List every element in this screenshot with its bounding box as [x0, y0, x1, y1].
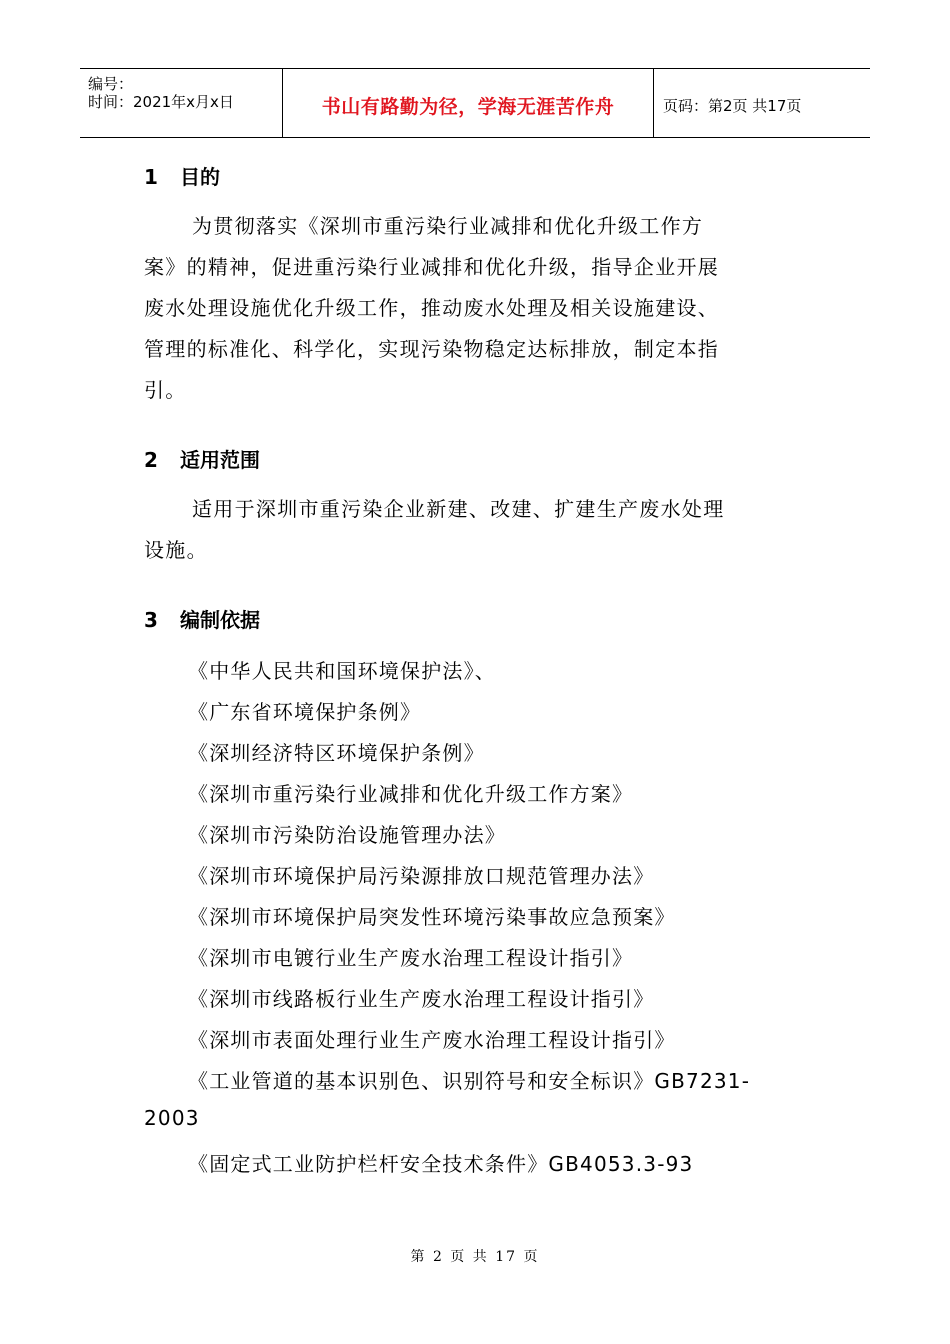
section-number: 1 [144, 165, 158, 189]
section-number: 3 [144, 608, 158, 632]
reference-item: 《深圳市表面处理行业生产废水治理工程设计指引》 [188, 1028, 676, 1052]
reference-item: 《深圳市环境保护局污染源排放口规范管理办法》 [188, 864, 655, 888]
section-paragraph [144, 206, 814, 411]
paragraph-line: 管理的标准化、科学化，实现污染物稳定达标排放，制定本指 [144, 337, 720, 361]
reference-item: 《深圳市污染防治设施管理办法》 [188, 823, 506, 847]
reference-item-continuation: 2003 [144, 1106, 200, 1130]
paragraph-line: 设施。 [144, 538, 208, 562]
paragraph-line: 为贯彻落实《深圳市重污染行业减排和优化升级工作方 [192, 214, 704, 238]
number-label: 编号： [88, 75, 134, 93]
reference-item: 《深圳市环境保护局突发性环境污染事故应急预案》 [188, 905, 676, 929]
paragraph-line: 适用于深圳市重污染企业新建、改建、扩建生产废水处理 [192, 497, 725, 521]
section-title: 目的 [180, 165, 220, 189]
reference-item: 《工业管道的基本识别色、识别符号和安全标识》GB7231- [188, 1069, 751, 1093]
reference-item: 《深圳市线路板行业生产废水治理工程设计指引》 [188, 987, 655, 1011]
document-header [80, 68, 870, 138]
date-label: 时间：2021年x月x日 [88, 93, 234, 111]
paragraph-line: 废水处理设施优化升级工作，推动废水处理及相关设施建设、 [144, 296, 720, 320]
reference-item: 《固定式工业防护栏杆安全技术条件》GB4053.3-93 [188, 1152, 694, 1176]
paragraph-line: 案》的精神，促进重污染行业减排和优化升级，指导企业开展 [144, 255, 720, 279]
section-title: 适用范围 [180, 448, 260, 472]
section-heading [144, 444, 260, 473]
section-heading [144, 161, 220, 190]
page-label: 页码：第2页 共17页 [663, 97, 802, 115]
reference-item: 《深圳经济特区环境保护条例》 [188, 741, 485, 765]
section-number: 2 [144, 448, 158, 472]
motto-text: 书山有路勤为径，学海无涯苦作舟 [321, 96, 615, 118]
section-paragraph [144, 489, 814, 571]
page-footer: 第 2 页 共 17 页 [410, 1249, 540, 1265]
paragraph-line: 引。 [144, 378, 187, 402]
header-motto-cell [283, 69, 654, 137]
section-title: 编制依据 [180, 608, 260, 632]
header-meta [80, 69, 283, 137]
reference-item: 《深圳市电镀行业生产废水治理工程设计指引》 [188, 946, 634, 970]
reference-item: 《深圳市重污染行业减排和优化升级工作方案》 [188, 782, 634, 806]
reference-item: 《广东省环境保护条例》 [188, 700, 422, 724]
reference-item: 《中华人民共和国环境保护法》、 [188, 659, 496, 683]
section-heading [144, 604, 260, 633]
